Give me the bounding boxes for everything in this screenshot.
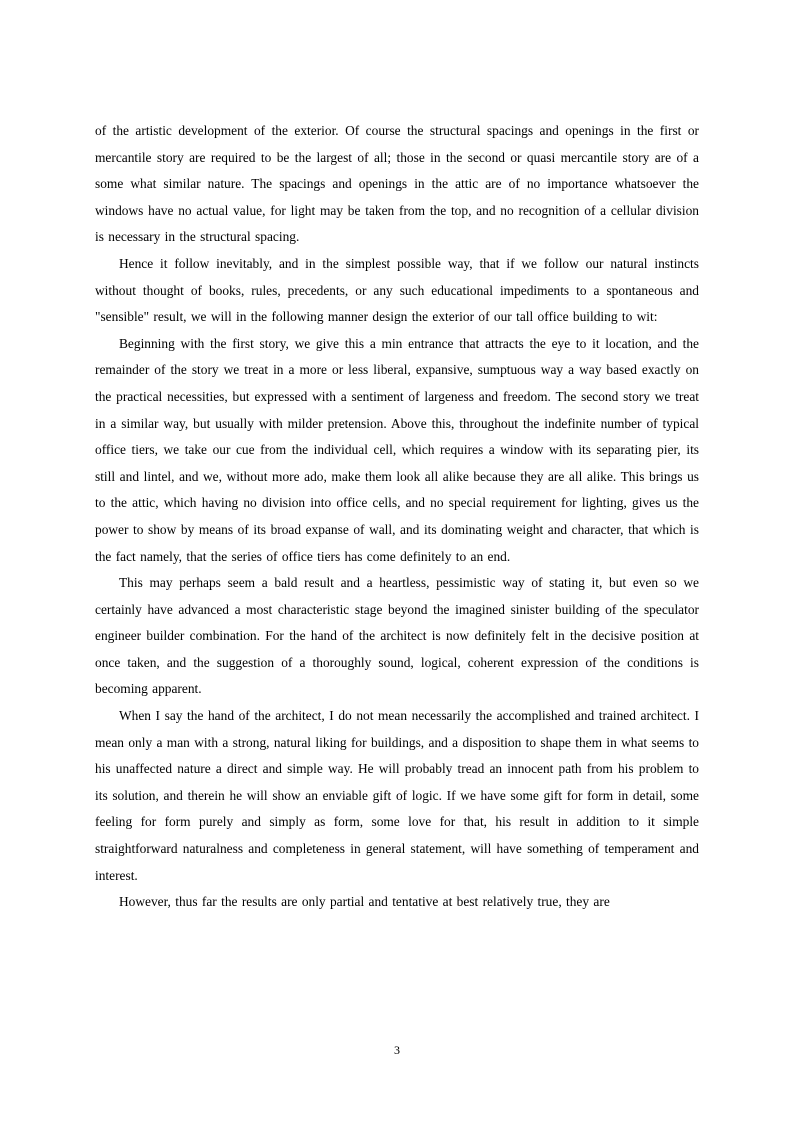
document-page	[95, 118, 699, 916]
paragraph-5: When I say the hand of the architect, I do not mean necessarily the accomplished and trained architect. I mean only a man with a strong, natural liking for buildings, and a disposition to shape them in what seems to his unaffected nature a direct and simple way. He will probably tread an innocent path from his problem to its solution, and therein he will show an enviable gift of logic. If we have some gift for form in detail, some feeling for form purely and simply as form, some love for that, his result in addition to it simple straightforward naturalness and completeness in general statement, will have something of temperament and interest.	[95, 708, 699, 883]
paragraph-6: However, thus far the results are only partial and tentative at best relatively true, they are	[119, 894, 610, 910]
paragraph-4: This may perhaps seem a bald result and a heartless, pessimistic way of stating it, but even so we certainly have advanced a most characteristic stage beyond the imagined sinister building of the speculator engineer builder combination. For the hand of the architect is now definitely felt in the decisive position at once taken, and the suggestion of a thoroughly sound, logical, coherent expression of the conditions is becoming apparent.	[95, 575, 699, 697]
paragraph-2: Hence it follow inevitably, and in the simplest possible way, that if we follow our natural instincts without thought of books, rules, precedents, or any such educational impediments to a spontaneous and "sensible" result, we will in the following manner design the exterior of our tall office building to wit:	[95, 255, 699, 325]
page-number: 3	[394, 1043, 400, 1057]
paragraph-3: Beginning with the first story, we give this a min entrance that attracts the eye to it location, and the remainder of the story we treat in a more or less liberal, expansive, sumptuous way a way based exactly on the practical necessities, but expressed with a sentiment of largeness and freedom. The second story we treat in a similar way, but usually with milder pretension. Above this, throughout the indefinite number of typical office tiers, we take our cue from the individual cell, which requires a window with its separating pier, its still and lintel, and we, without more ado, make them look all alike because they are all alike. This brings us to the attic, which having no division into office cells, and no special requirement for lighting, gives us the power to show by means of its broad expanse of wall, and its dominating weight and character, that which is the fact namely, that the series of office tiers has come definitely to an end.	[95, 335, 699, 564]
paragraph-1: of the artistic development of the exterior. Of course the structural spacings and openings in the first or mercantile story are required to be the largest of all; those in the second or quasi mercantile story are of a some what similar nature. The spacings and openings in the attic are of no importance whatsoever the windows have no actual value, for light may be taken from the top, and no recognition of a cellular division is necessary in the structural spacing.	[95, 123, 699, 245]
